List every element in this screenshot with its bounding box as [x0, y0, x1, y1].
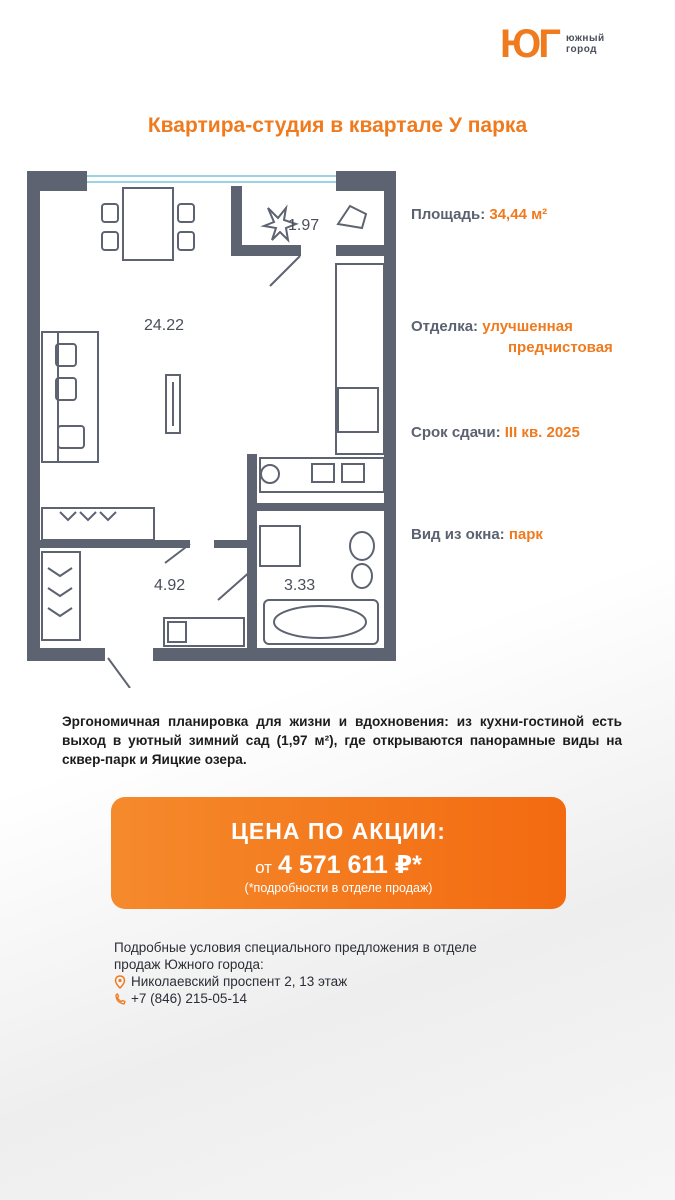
floor-plan: [20, 168, 400, 688]
fact-finish-value-2: предчистовая: [508, 339, 613, 356]
plan-walls: [27, 171, 396, 661]
plan-furniture: [42, 188, 384, 688]
promo-price: 4 571 611 ₽*: [277, 851, 422, 879]
fact-view-value: парк: [508, 526, 543, 543]
description: Эргономичная планировка для жизни и вдохновения: из кухни-гостиной есть выход в уютный зимний сад (1,97 м²), где открываются панорамные виды на сквер-парк и Яицкие озера.: [62, 714, 622, 767]
brand-logo: [500, 24, 626, 64]
promo-price-prefix: от: [255, 858, 272, 877]
phone-icon: [114, 992, 126, 1006]
fact-finish-label: Отделка:: [411, 318, 483, 335]
promo-title: ЦЕНА ПО АКЦИИ:: [231, 818, 446, 844]
fact-area-value: 34,44 м²: [489, 206, 548, 223]
contacts-address-row: [114, 973, 594, 990]
contacts-line-2: продаж Южного города:: [114, 957, 264, 972]
plan-windows: [87, 176, 336, 182]
logo-mark: ЮГ: [500, 22, 558, 66]
contacts-phone[interactable]: +7 (846) 215-05-14: [131, 991, 247, 1006]
room-area-garden: 1.97: [288, 217, 320, 234]
fact-deadline: [411, 424, 580, 441]
contacts-address[interactable]: Николаевский проспент 2, 13 этаж: [131, 974, 348, 989]
fact-finish: [411, 318, 613, 356]
room-area-living: 24.22: [144, 317, 185, 334]
contacts: [114, 939, 594, 1007]
contacts-phone-row: [114, 990, 594, 1007]
promo-note: (*подробности в отделе продаж): [244, 881, 433, 895]
fact-area-label: Площадь:: [411, 206, 490, 223]
fact-finish-value: улучшенная: [482, 318, 573, 335]
promo-price-row: [111, 850, 566, 880]
fact-view: [411, 526, 543, 543]
fact-deadline-label: Срок сдачи:: [411, 424, 505, 441]
map-pin-icon: [114, 975, 126, 989]
fact-view-label: Вид из окна:: [411, 526, 509, 543]
logo-line-1: южный: [565, 33, 605, 44]
logo-line-2: город: [565, 44, 598, 55]
room-area-bath: 3.33: [284, 577, 316, 594]
page-title: Квартира-студия в квартале У парка: [147, 114, 528, 137]
fact-area: [411, 206, 547, 223]
fact-deadline-value: III кв. 2025: [504, 424, 580, 441]
contacts-line-1: Подробные условия специального предложения в отделе: [114, 940, 477, 955]
promo-banner[interactable]: [111, 797, 566, 909]
logo-text: [566, 33, 626, 55]
room-area-hall: 4.92: [154, 577, 186, 594]
